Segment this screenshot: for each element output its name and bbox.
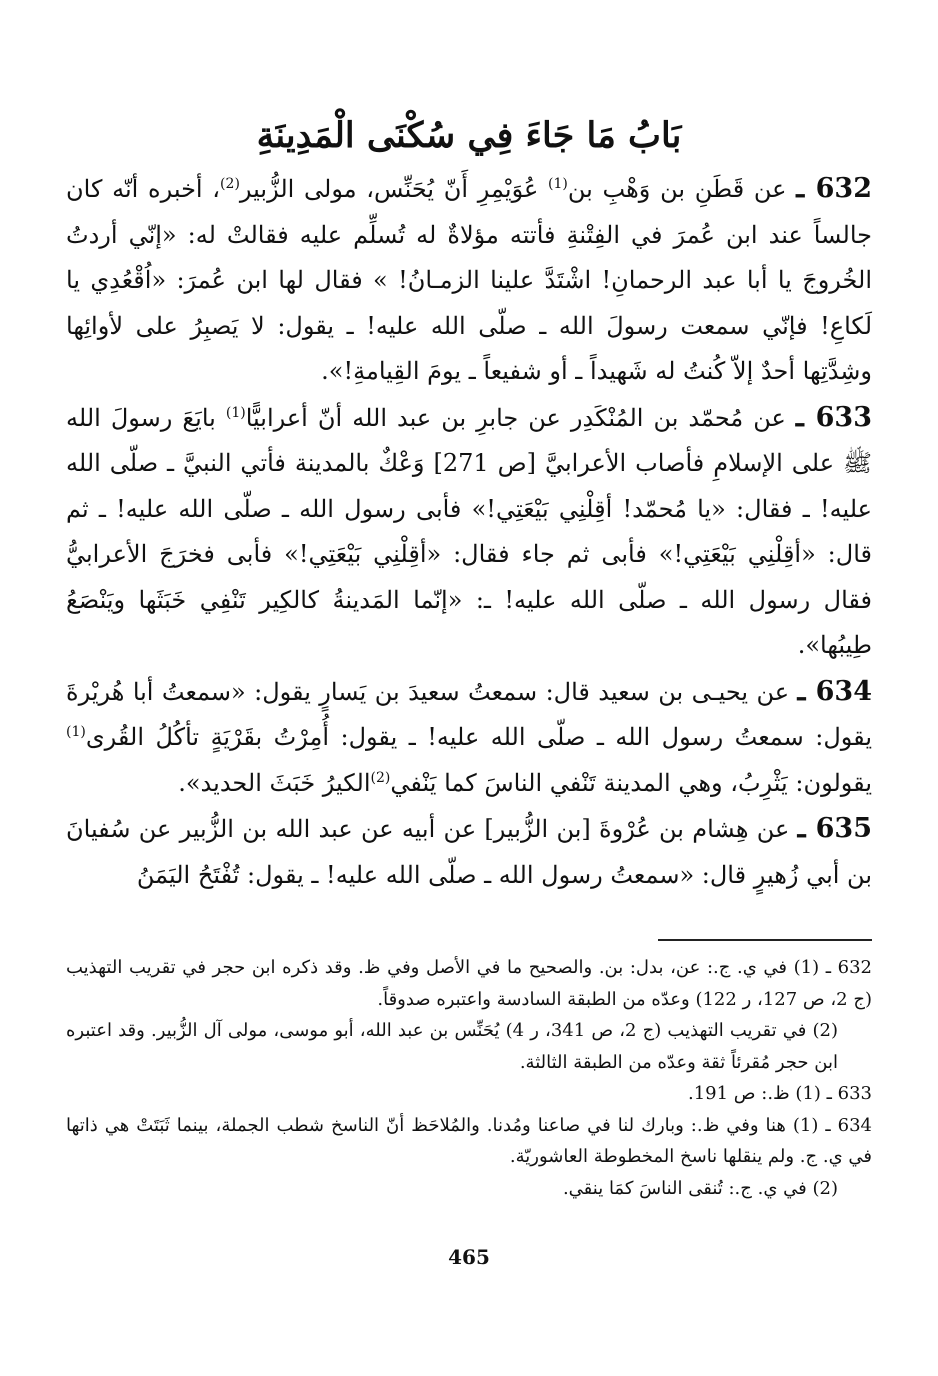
footnote-634-2: (2) في ي. ج.: تُنقى الناسَ كمَا ينقي. [562,1177,838,1199]
hadith-text: عن هِشام بن عُرْوةَ [بن الزُّبير] عن أبيه عن عبد الله بن الزُّبير عن سُفيانَ بن أبي زُهيرٍ قال: «سمعتُ رسول الله ـ صلّى الله عليه! ـ يقول: تُفْتَحُ اليَمَنُ [66,815,872,889]
footnote-632-2: (2) في تقريب التهذيب (ج 2، ص 341، ر 4) يُحَنِّس بن عبد الله، أبو موسى، مولى آل الزُّبير. وقد اعتبره ابن حجر مُقرئاً ثقة وعدّه من الطبقة الثالثة. [66,1020,838,1073]
footnote-divider [658,939,872,941]
hadith-number: 635 ـ [797,813,872,844]
chapter-title: بَابُ مَا جَاءَ فِي سُكْنَى الْمَدِينَةِ [256,115,682,156]
footnote-632-1: 632 ـ (1) في ي. ج.: عن، بدل: بن. والصحيح ما في الأصل وفي ظ. وقد ذكره ابن حجر في تقريب التهذيب (ج 2، ص 127، ر 122) وعدّه من الطبقة السادسة واعتبره صدوقاً. [66,957,872,1010]
hadith-635 [66,806,872,898]
hadith-number: 634 ـ [797,675,872,707]
hadith-634 [66,669,872,807]
footnote-ref[interactable]: (1) [548,176,568,192]
hadith-text: بايَعَ رسولَ الله ﷺ على الإسلامِ فأصاب الأعرابيَّ [ص 271] وَعْكٌ بالمدينة فأتي النبيَّ ـ صلّى الله عليه! ـ فقال: «يا مُحمّد! أقِلْنِي بَيْعَتِي!» فأبى رسول الله ـ صلّى الله عليه! ـ ثم قال: «أقِلْنِي بَيْعَتِي!» فأبى ثم جاء فقال: «أقِلْنِي بَيْعَتِي!» فأبى فخرَجَ الأعرابيُّ فقال رسول الله ـ صلّى الله عليه! ـ: «إنّما المَدينةُ كالكِير تَنْفِي خَبَثَها ويَنْصَعُ طِيبُها». [66,403,873,659]
hadith-text: عن مُحمّد بن المُنْكَدِر عن جابرِ بن عبد الله أنّ أعرابيًّا [245,403,786,432]
hadith-text: عن يحيـى بن سعيد قال: سمعتُ سعيدَ بن يَسارٍ يقول: «سمعتُ أبا هُريْرةَ يقول: سمعتُ رسول الله ـ صلّى الله عليه! ـ يقول: أُمِرْتُ بقَرْيَةٍ تأكُلُ القُرى [66,677,872,751]
hadith-number: 633 ـ [795,401,872,433]
footnote-ref[interactable]: (2) [370,769,391,786]
footnotes [66,952,872,1204]
hadith-text: الكيرُ خَبَثَ الحديد». [178,768,371,797]
footnote-634-1: 634 ـ (1) هنا وفي ظ.: وبارك لنا في صاعنا ومُدنا. والمُلاحَظ أنّ الناسخ شطب الجملة، بينما ثَبَتَتْ هي ذاتها في ي. ج. ولم ينقلها ناسخ المخطوطة العاشوريّة. [66,1114,872,1167]
footnote-ref[interactable]: (2) [220,176,240,192]
footnote-633-1: 633 ـ (1) ظ.: ص 191. [687,1083,872,1104]
hadith-632 [66,166,872,395]
footnote-ref[interactable]: (1) [225,404,246,421]
hadith-text: عن قَطَنِ بن وَهْبِ بن [567,175,787,203]
hadith-633 [66,395,872,669]
hadith-number: 632 ـ [796,173,872,204]
hadith-text: عُوَيْمِرِ أَنّ يُحَنِّس، مولى الزُّبير [239,175,539,203]
hadith-text: ، أخبره أنّه كان جالساً عند ابن عُمرَ في الفِتْنةِ فأتته مؤلاةٌ له تُسلِّم عليه فقالتْ له: «إنّي أردتُ الخُروجَ يا أبا عبد الرحمانِ! اشْتَدَّ علينا الزمـانُ! » فقال لها ابن عُمرَ: «اُقْعُدِي يا لَكاعِ! فإنّي سمعت رسولَ الله ـ صلّى الله عليه! ـ يقول: لا يَصبِرُ على لأوائِها وشِدَّتِها أحدٌ إلاّ كُنتُ له شَهيداً ـ أو شفيعاً ـ يومَ القِيامةِ!». [66,175,873,385]
footnote-ref[interactable]: (1) [66,724,86,740]
main-text [66,166,872,898]
page-number: 465 [448,1245,490,1269]
hadith-text: يقولون: يَثْرِبُ، وهي المدينة تَنْفي الناسَ كما يَنْفي [390,768,872,797]
